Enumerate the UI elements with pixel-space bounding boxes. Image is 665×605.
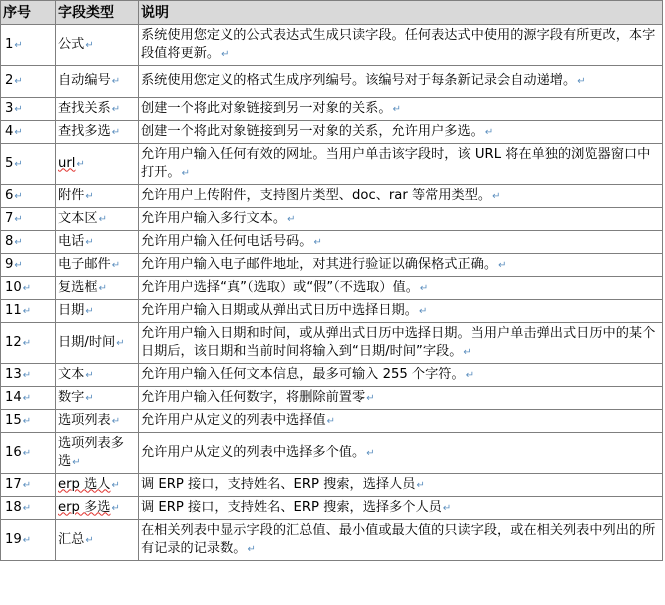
row-desc-text: 允许用户输入多行文本。 [141, 210, 287, 226]
row-type-text: 汇总 [58, 531, 85, 547]
row-type-text: 自动编号 [58, 73, 111, 88]
paragraph-mark-icon: ↵ [85, 305, 94, 317]
table-row [1, 208, 663, 231]
paragraph-mark-icon: ↵ [22, 282, 32, 294]
table-row [1, 121, 663, 144]
row-desc-text: 系统使用您定义的公式表达式生成只读字段。任何表达式中使用的源字段有所更改，本字段值将更新。 [141, 27, 656, 61]
row-type [56, 121, 139, 144]
row-type [56, 364, 139, 387]
table-row [1, 520, 663, 561]
row-num [1, 364, 56, 387]
paragraph-mark-icon: ↵ [366, 392, 375, 404]
paragraph-mark-icon: ↵ [85, 39, 94, 51]
paragraph-mark-icon: ↵ [442, 502, 452, 514]
row-num [1, 185, 56, 208]
header-row [1, 1, 663, 25]
paragraph-mark-icon: ↵ [111, 126, 121, 138]
paragraph-mark-icon: ↵ [111, 259, 121, 271]
row-type [56, 387, 139, 410]
row-type [56, 208, 139, 231]
paragraph-mark-icon: ↵ [287, 213, 296, 225]
paragraph-mark-icon: ↵ [22, 305, 32, 317]
row-type-text: 公式 [58, 36, 85, 52]
paragraph-mark-icon: ↵ [85, 534, 94, 546]
header-num: 序号 [1, 1, 56, 25]
row-desc-text: 允许用户输入日期或从弹出式日历中选择日期。 [141, 302, 418, 318]
paragraph-mark-icon: ↵ [111, 502, 120, 514]
table-row [1, 98, 663, 121]
row-type-text: 选项列表多选 [58, 435, 124, 469]
paragraph-mark-icon: ↵ [492, 190, 501, 202]
paragraph-mark-icon: ↵ [22, 392, 32, 404]
row-num [1, 277, 56, 300]
row-desc-text: 创建一个将此对象链接到另一对象的关系，允许用户多选。 [141, 123, 484, 139]
row-desc-text: 调 ERP 接口，支持姓名、ERP 搜索，选择人员 [141, 476, 416, 492]
paragraph-mark-icon: ↵ [326, 415, 336, 427]
row-desc-text: 允许用户从定义的列表中选择值 [141, 412, 326, 428]
row-num [1, 25, 56, 66]
row-type [56, 231, 139, 254]
paragraph-mark-icon: ↵ [14, 39, 23, 51]
row-desc [139, 208, 663, 231]
row-desc-text: 在相关列表中显示字段的汇总值、最小值或最大值的只读字段，或在相关列表中列出的所有记录的记录数。 [141, 522, 656, 556]
table-row [1, 300, 663, 323]
row-desc-text: 允许用户上传附件，支持图片类型、doc、rar 等常用类型。 [141, 187, 492, 203]
paragraph-mark-icon: ↵ [416, 479, 425, 491]
row-desc [139, 277, 663, 300]
row-num-text: 9 [5, 256, 14, 272]
row-type-text: url [58, 155, 76, 171]
paragraph-mark-icon: ↵ [14, 103, 23, 115]
row-type-text: 查找多选 [58, 123, 111, 139]
paragraph-mark-icon: ↵ [484, 126, 494, 138]
row-desc-text: 创建一个将此对象链接到另一对象的关系。 [141, 100, 392, 116]
paragraph-mark-icon: ↵ [98, 282, 107, 294]
row-num-text: 19 [5, 531, 22, 547]
row-num-text: 3 [5, 100, 14, 116]
table-row [1, 144, 663, 185]
row-desc [139, 474, 663, 497]
row-num-text: 12 [5, 334, 22, 350]
row-desc [139, 520, 663, 561]
row-num-text: 5 [5, 155, 14, 171]
row-num [1, 66, 56, 98]
row-type [56, 433, 139, 474]
row-desc [139, 121, 663, 144]
table-row [1, 497, 663, 520]
header-type: 字段类型 [56, 1, 139, 25]
row-num-text: 6 [5, 187, 14, 203]
row-type [56, 300, 139, 323]
row-type [56, 98, 139, 121]
paragraph-mark-icon: ↵ [111, 76, 121, 87]
row-desc-text: 系统使用您定义的格式生成序列编号。该编号对于每条新记录会自动递增。 [141, 73, 577, 88]
row-num [1, 231, 56, 254]
paragraph-mark-icon: ↵ [418, 305, 428, 317]
table-row [1, 25, 663, 66]
row-type-text: 电话 [58, 233, 85, 249]
row-type-text: 附件 [58, 187, 85, 203]
row-desc [139, 364, 663, 387]
paragraph-mark-icon: ↵ [85, 190, 94, 202]
row-desc [139, 433, 663, 474]
paragraph-mark-icon: ↵ [463, 346, 472, 358]
row-type [56, 254, 139, 277]
paragraph-mark-icon: ↵ [465, 369, 475, 381]
row-desc [139, 410, 663, 433]
paragraph-mark-icon: ↵ [14, 126, 23, 138]
row-desc [139, 185, 663, 208]
row-num-text: 8 [5, 233, 14, 249]
header-desc: 说明 [139, 1, 663, 25]
row-num [1, 323, 56, 364]
row-type [56, 410, 139, 433]
paragraph-mark-icon: ↵ [366, 447, 375, 459]
row-desc [139, 497, 663, 520]
row-num-text: 10 [5, 279, 22, 295]
table-row [1, 323, 663, 364]
row-type-text: 文本 [58, 366, 85, 382]
paragraph-mark-icon: ↵ [419, 282, 429, 294]
row-num [1, 300, 56, 323]
table-row [1, 185, 663, 208]
row-num [1, 497, 56, 520]
table-row [1, 364, 663, 387]
row-type-text: 日期/时间 [58, 334, 116, 350]
paragraph-mark-icon: ↵ [181, 167, 190, 179]
paragraph-mark-icon: ↵ [85, 369, 94, 381]
paragraph-mark-icon: ↵ [85, 236, 94, 248]
paragraph-mark-icon: ↵ [14, 158, 23, 170]
row-num-text: 17 [5, 476, 22, 492]
paragraph-mark-icon: ↵ [14, 259, 23, 271]
row-desc-text: 允许用户输入电子邮件地址，对其进行验证以确保格式正确。 [141, 256, 498, 272]
paragraph-mark-icon: ↵ [22, 447, 32, 459]
row-desc [139, 323, 663, 364]
row-desc [139, 66, 663, 98]
table-row [1, 433, 663, 474]
row-type [56, 474, 139, 497]
row-num [1, 254, 56, 277]
paragraph-mark-icon: ↵ [313, 236, 322, 248]
row-desc [139, 254, 663, 277]
row-type [56, 520, 139, 561]
row-type [56, 66, 139, 98]
paragraph-mark-icon: ↵ [14, 76, 23, 87]
paragraph-mark-icon: ↵ [85, 392, 94, 404]
paragraph-mark-icon: ↵ [22, 534, 32, 546]
row-desc-text: 允许用户输入任何电话号码。 [141, 233, 313, 249]
paragraph-mark-icon: ↵ [14, 190, 23, 202]
paragraph-mark-icon: ↵ [247, 543, 256, 555]
row-type [56, 323, 139, 364]
paragraph-mark-icon: ↵ [111, 415, 121, 427]
paragraph-mark-icon: ↵ [14, 236, 23, 248]
row-type [56, 144, 139, 185]
row-num-text: 11 [5, 302, 22, 318]
table-row [1, 387, 663, 410]
paragraph-mark-icon: ↵ [392, 103, 401, 115]
row-num [1, 98, 56, 121]
row-type-text: erp 选人 [58, 476, 111, 492]
table-row [1, 277, 663, 300]
row-num-text: 13 [5, 366, 22, 382]
row-num-text: 18 [5, 499, 22, 515]
paragraph-mark-icon: ↵ [98, 213, 107, 225]
paragraph-mark-icon: ↵ [22, 479, 32, 491]
row-type-text: 电子邮件 [58, 256, 111, 272]
row-num-text: 4 [5, 123, 14, 139]
paragraph-mark-icon: ↵ [22, 502, 32, 514]
row-type-text: 文本区 [58, 210, 98, 226]
row-type [56, 25, 139, 66]
row-desc-text: 允许用户输入任何有效的网址。当用户单击该字段时，该 URL 将在单独的浏览器窗口中打开。 [141, 146, 651, 180]
row-num [1, 520, 56, 561]
row-num [1, 474, 56, 497]
paragraph-mark-icon: ↵ [14, 213, 23, 225]
paragraph-mark-icon: ↵ [221, 48, 230, 60]
row-type-text: 查找关系 [58, 100, 111, 116]
table-row [1, 254, 663, 277]
row-num [1, 433, 56, 474]
paragraph-mark-icon: ↵ [22, 369, 32, 381]
paragraph-mark-icon: ↵ [72, 456, 81, 468]
row-type-text: 选项列表 [58, 412, 111, 428]
row-desc-text: 允许用户输入任何数字，将删除前置零 [141, 389, 366, 405]
row-desc [139, 144, 663, 185]
row-num-text: 16 [5, 444, 22, 460]
paragraph-mark-icon: ↵ [76, 158, 85, 170]
row-type-text: 日期 [58, 302, 85, 318]
table-row [1, 474, 663, 497]
row-desc-text: 允许用户输入日期和时间，或从弹出式日历中选择日期。当用户单击弹出式日历中的某个日期后，该日期和当前时间将输入到“日期/时间”字段。 [141, 325, 656, 359]
row-desc [139, 98, 663, 121]
paragraph-mark-icon: ↵ [22, 415, 32, 427]
row-num [1, 208, 56, 231]
row-type-text: 复选框 [58, 279, 98, 295]
paragraph-mark-icon: ↵ [22, 337, 32, 349]
row-desc-text: 允许用户输入任何文本信息，最多可输入 255 个字符。 [141, 366, 465, 382]
paragraph-mark-icon: ↵ [111, 103, 121, 115]
row-num-text: 1 [5, 36, 14, 52]
row-num [1, 387, 56, 410]
row-type-text: 数字 [58, 389, 85, 405]
row-num [1, 144, 56, 185]
row-desc-text: 允许用户选择“真”（选取）或“假”（不选取）值。 [141, 279, 419, 295]
paragraph-mark-icon: ↵ [111, 479, 120, 491]
row-num-text: 14 [5, 389, 22, 405]
row-desc [139, 25, 663, 66]
table-row [1, 410, 663, 433]
row-num [1, 121, 56, 144]
table-row [1, 231, 663, 254]
row-desc [139, 300, 663, 323]
row-num-text: 2 [5, 73, 14, 88]
row-num-text: 15 [5, 412, 22, 428]
row-desc [139, 231, 663, 254]
row-desc-text: 允许用户从定义的列表中选择多个值。 [141, 444, 366, 460]
row-type [56, 497, 139, 520]
paragraph-mark-icon: ↵ [116, 337, 125, 349]
row-type [56, 277, 139, 300]
row-type-text: erp 多选 [58, 499, 111, 515]
paragraph-mark-icon: ↵ [577, 76, 586, 87]
row-desc [139, 387, 663, 410]
paragraph-mark-icon: ↵ [498, 259, 507, 271]
row-num [1, 410, 56, 433]
row-desc-text: 调 ERP 接口，支持姓名、ERP 搜索，选择多个人员 [141, 499, 442, 515]
row-type [56, 185, 139, 208]
table-row [1, 66, 663, 98]
row-num-text: 7 [5, 210, 14, 226]
